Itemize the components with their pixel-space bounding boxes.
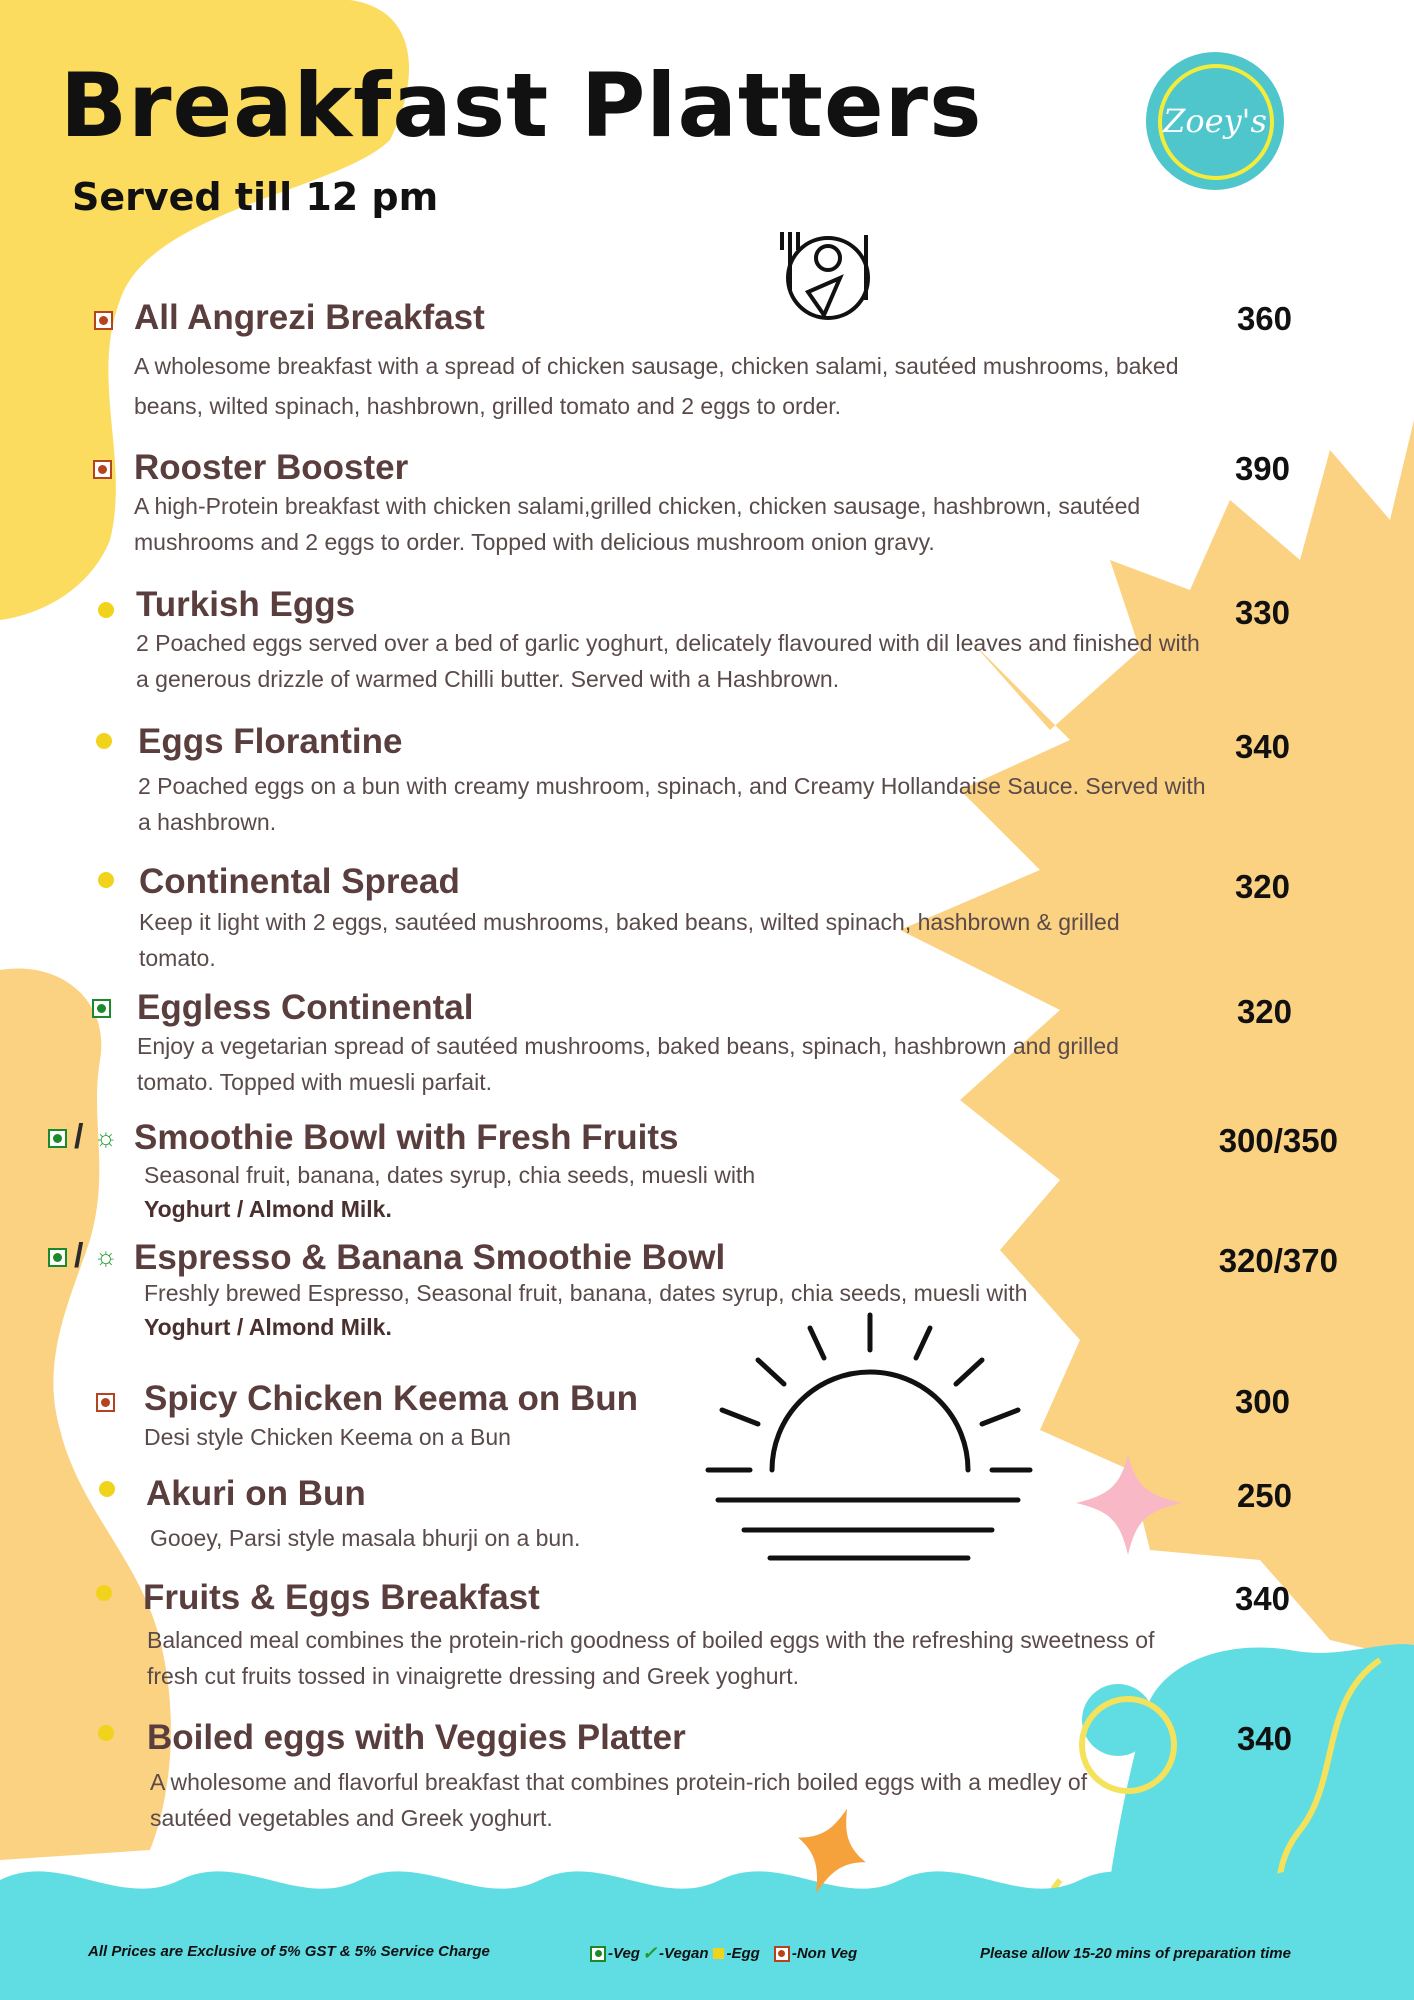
item-price: 390: [1234, 450, 1290, 487]
item-name: Turkish Eggs: [136, 585, 356, 624]
veg-icon: [48, 1248, 67, 1267]
veg-icon: [92, 999, 111, 1018]
legend-nonveg-label: -Non Veg: [791, 1945, 858, 1962]
item-price: 250: [1236, 1477, 1292, 1514]
separator: /: [74, 1237, 84, 1275]
non-veg-icon: [96, 1393, 115, 1412]
separator: /: [74, 1118, 84, 1156]
item-price: 330: [1234, 594, 1290, 631]
veg-icon: [48, 1129, 67, 1148]
bottom-wave: [0, 1870, 1414, 2000]
legend-vegan-label: -Vegan: [659, 1945, 709, 1962]
item-description-text: Seasonal fruit, banana, dates syrup, chia seeds, muesli with: [144, 1162, 756, 1188]
item-description-bold: Yoghurt / Almond Milk.: [144, 1196, 392, 1222]
page-title: Breakfast Platters: [60, 54, 983, 157]
item-name: All Angrezi Breakfast: [134, 298, 485, 337]
item-description: Enjoy a vegetarian spread of sautéed mushrooms, baked beans, spinach, hashbrown and grilled tomato. Topped with muesli parfait.: [137, 1033, 1119, 1095]
legend-veg-label: -Veg: [608, 1945, 640, 1962]
item-description: [144, 1276, 1204, 1344]
egg-icon: [99, 1481, 115, 1497]
egg-icon: [98, 1725, 114, 1741]
vegan-icon: ☼: [94, 1241, 118, 1271]
item-description: A high-Protein breakfast with chicken salami,grilled chicken, chicken sausage, hashbrown, sautéed mushrooms and 2 eggs to order. Topped with delicious mushroom onion gravy.: [134, 493, 1141, 555]
non-veg-icon: [94, 311, 113, 330]
item-name: Eggs Florantine: [138, 722, 403, 761]
egg-icon: [96, 733, 112, 749]
item-price: 340: [1234, 1580, 1290, 1617]
item-name: Akuri on Bun: [146, 1474, 366, 1513]
item-price: 340: [1234, 728, 1290, 765]
item-description-text: Freshly brewed Espresso, Seasonal fruit, banana, dates syrup, chia seeds, muesli with: [144, 1280, 1028, 1306]
item-price: 320: [1234, 868, 1290, 905]
item-price: 320: [1236, 993, 1292, 1030]
non-veg-icon: [93, 460, 112, 479]
sunrise-icon: [708, 1315, 1030, 1558]
item-description: Balanced meal combines the protein-rich goodness of boiled eggs with the refreshing sweetness of fresh cut fruits tossed in vinaigrette dressing and Greek yoghurt.: [147, 1627, 1155, 1689]
egg-icon: [98, 602, 114, 618]
item-name: Rooster Booster: [134, 448, 409, 487]
item-description: 2 Poached eggs on a bun with creamy mushroom, spinach, and Creamy Hollandaise Sauce. Served with a hashbrown.: [138, 773, 1206, 835]
item-description-bold: Yoghurt / Almond Milk.: [144, 1314, 392, 1340]
egg-icon: [98, 872, 114, 888]
item-price: 300: [1234, 1383, 1290, 1420]
item-description: 2 Poached eggs served over a bed of garlic yoghurt, delicately flavoured with dil leaves and finished with a generous drizzle of warmed Chilli butter. Served with a Hashbrown.: [136, 630, 1200, 692]
legend-egg-label: -Egg: [726, 1945, 760, 1962]
egg-legend-icon: [713, 1948, 724, 1959]
item-description: Gooey, Parsi style masala bhurji on a bun.: [150, 1525, 581, 1551]
item-price: 300/350: [1218, 1122, 1338, 1159]
item-name: Boiled eggs with Veggies Platter: [147, 1718, 686, 1757]
tax-note: All Prices are Exclusive of 5% GST & 5% Service Charge: [88, 1943, 490, 1960]
egg-icon: [96, 1585, 112, 1601]
item-name: Fruits & Eggs Breakfast: [143, 1578, 540, 1617]
veg-legend-icon: [590, 1946, 606, 1962]
item-name: Espresso & Banana Smoothie Bowl: [134, 1238, 726, 1277]
item-price: 360: [1236, 300, 1292, 337]
item-name: Spicy Chicken Keema on Bun: [144, 1379, 639, 1418]
vegan-legend-icon: ✓: [641, 1943, 658, 1963]
page-subtitle: Served till 12 pm: [72, 175, 439, 219]
item-description: A wholesome and flavorful breakfast that combines protein-rich boiled eggs with a medley of sautéed vegetables and Greek yoghurt.: [150, 1769, 1088, 1831]
item-name: Smoothie Bowl with Fresh Fruits: [134, 1118, 679, 1157]
item-price: 340: [1236, 1720, 1292, 1757]
prep-note: Please allow 15-20 mins of preparation time: [980, 1945, 1291, 1962]
zoeys-logo: [1146, 52, 1284, 190]
item-description: Keep it light with 2 eggs, sautéed mushrooms, baked beans, wilted spinach, hashbrown & grilled tomato.: [139, 909, 1120, 971]
item-description: Desi style Chicken Keema on a Bun: [144, 1424, 511, 1450]
plate-icon: [782, 232, 868, 318]
vegan-icon: ☼: [94, 1122, 118, 1152]
item-description: [144, 1158, 1144, 1226]
diet-legend: [590, 1943, 857, 1964]
logo-text: Zoey's: [1163, 102, 1267, 140]
non-veg-legend-icon: [774, 1946, 790, 1962]
item-description: A wholesome breakfast with a spread of chicken sausage, chicken salami, sautéed mushrooms, baked beans, wilted spinach, hashbrown, grilled tomato and 2 eggs to order.: [134, 353, 1179, 419]
item-name: Eggless Continental: [137, 988, 474, 1027]
item-name: Continental Spread: [139, 862, 460, 901]
item-price: 320/370: [1218, 1242, 1338, 1279]
